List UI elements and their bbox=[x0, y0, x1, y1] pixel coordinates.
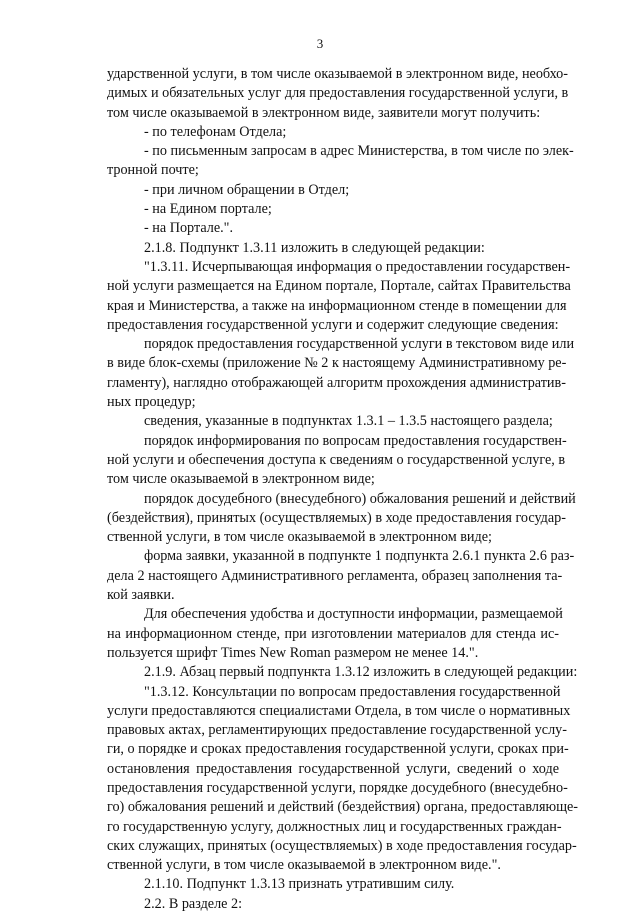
text-line: ственной услуги, в том числе оказываемой в электронном виде; bbox=[107, 529, 492, 546]
text-line: 2.1.9. Абзац первый подпункта 1.3.12 изложить в следующей редакции: bbox=[144, 664, 578, 681]
text-line: порядок предоставления государственной услуги в текстовом виде или bbox=[144, 336, 575, 353]
text-line: - при личном обращении в Отдел; bbox=[144, 181, 350, 198]
page-number: 3 bbox=[316, 36, 324, 51]
text-line: услуги предоставляются специалистами Отдела, в том числе о нормативных bbox=[107, 702, 571, 719]
text-line: Для обеспечения удобства и доступности информации, размещаемой bbox=[144, 606, 563, 623]
text-line: ги, о порядке и сроках предоставления государственной услуги, сроках при- bbox=[107, 741, 569, 758]
text-line: го) обжалования решений и действий (бездействия) органа, предоставляюще- bbox=[107, 799, 579, 816]
document-body bbox=[107, 65, 579, 914]
text-line: кой заявки. bbox=[107, 587, 175, 604]
text-line: остановления предоставления государственной услуги, сведений о ходе bbox=[107, 760, 559, 777]
text-line: го государственную услугу, должностных лиц и государственных граждан- bbox=[107, 818, 562, 835]
text-line: форма заявки, указанной в подпункте 1 подпункта 2.6.1 пункта 2.6 раз- bbox=[144, 548, 575, 565]
text-line: (бездействия), принятых (осуществляемых) в ходе предоставления государ- bbox=[107, 509, 566, 526]
text-line: порядок досудебного (внесудебного) обжалования решений и действий bbox=[144, 490, 576, 507]
text-line: - на Портале.". bbox=[144, 220, 234, 237]
text-line: гламенту), наглядно отображающей алгоритм прохождения административ- bbox=[107, 374, 566, 391]
text-line: дела 2 настоящего Административного регламента, образец заполнения та- bbox=[107, 567, 563, 584]
text-line: - на Едином портале; bbox=[144, 201, 272, 218]
text-line: ных процедур; bbox=[107, 394, 196, 411]
text-line: 2.1.10. Подпункт 1.3.13 признать утратившим силу. bbox=[144, 876, 455, 893]
text-line: том числе оказываемой в электронном виде, заявители могут получить: bbox=[107, 104, 541, 121]
text-line: сведения, указанные в подпунктах 1.3.1 – 1.3.5 настоящего раздела; bbox=[144, 413, 553, 430]
text-line: на информационном стенде, при изготовлении материалов для стенда ис- bbox=[107, 625, 559, 642]
text-line: "1.3.11. Исчерпывающая информация о предоставлении государствен- bbox=[144, 258, 571, 275]
text-line: - по телефонам Отдела; bbox=[144, 123, 287, 140]
text-line: - по письменным запросам в адрес Министерства, в том числе по элек- bbox=[144, 143, 574, 160]
text-line: ной услуги и обеспечения доступа к сведениям о государственной услуге, в bbox=[107, 451, 566, 468]
text-line: предоставления государственной услуги, порядке досудебного (внесудебно- bbox=[107, 779, 568, 796]
text-line: димых и обязательных услуг для предоставления государственной услуги, в bbox=[107, 85, 569, 102]
text-line: правовых актах, регламентирующих предоставление государственной услу- bbox=[107, 722, 567, 739]
text-line: 2.1.8. Подпункт 1.3.11 изложить в следующей редакции: bbox=[144, 239, 485, 256]
text-line: ной услуги размещается на Едином портале, Портале, сайтах Правительства bbox=[107, 278, 571, 295]
text-line: том числе оказываемой в электронном виде; bbox=[107, 471, 375, 488]
text-line: пользуется шрифт Times New Roman размером не менее 14.". bbox=[107, 644, 479, 661]
text-line: края и Министерства, а также на информационном стенде в помещении для bbox=[107, 297, 567, 314]
text-line: ственной услуги, в том числе оказываемой в электронном виде.". bbox=[107, 857, 501, 874]
text-line: "1.3.12. Консультации по вопросам предоставления государственной bbox=[144, 683, 561, 700]
text-line: предоставления государственной услуги и содержит следующие сведения: bbox=[107, 316, 559, 333]
text-line: 2.2. В разделе 2: bbox=[144, 895, 243, 912]
text-line: ударственной услуги, в том числе оказываемой в электронном виде, необхо- bbox=[107, 66, 568, 82]
text-line: порядок информирования по вопросам предоставления государствен- bbox=[144, 432, 567, 449]
text-line: в виде блок-схемы (приложение № 2 к настоящему Административному ре- bbox=[107, 355, 567, 372]
text-line: тронной почте; bbox=[107, 162, 199, 179]
text-line: ских служащих, принятых (осуществляемых) в ходе предоставления государ- bbox=[107, 837, 577, 854]
